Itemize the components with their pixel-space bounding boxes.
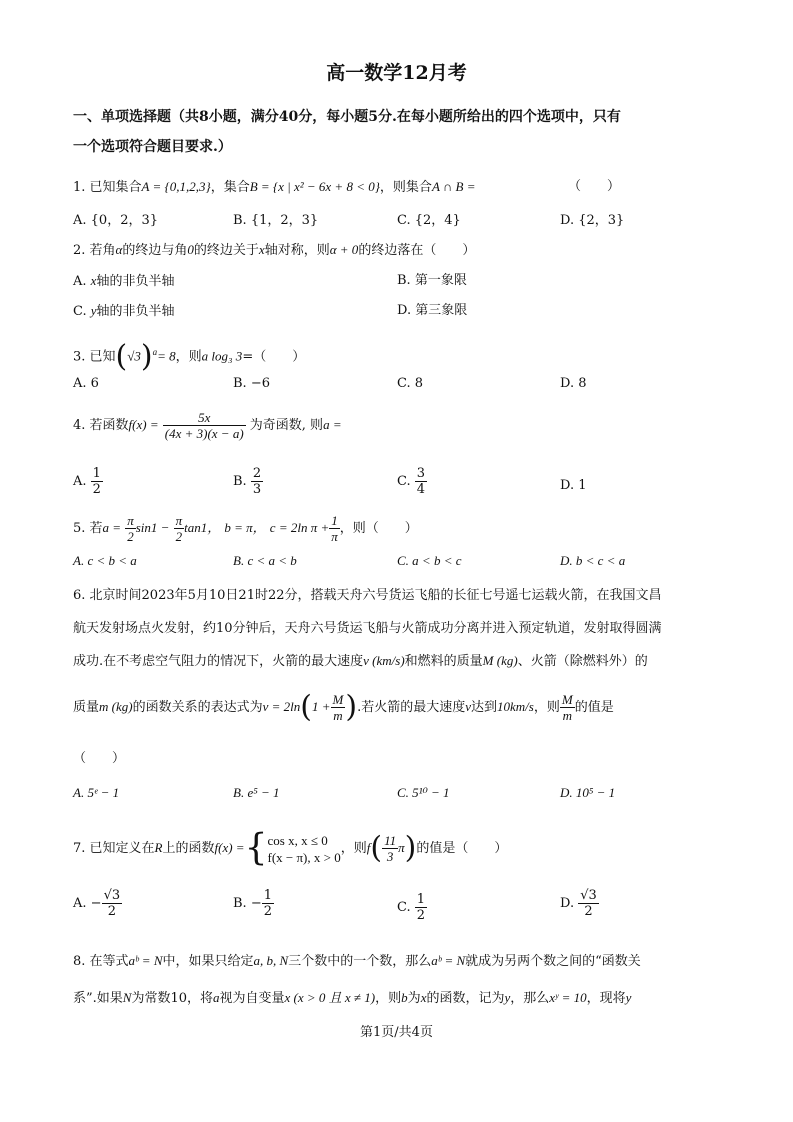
question-1 — [73, 178, 476, 197]
q5-option-c: C. a < b < c — [397, 553, 462, 568]
q2-option-d: D. 第三象限 — [397, 303, 468, 318]
q1-prefix: 1. 已知集合 — [73, 180, 142, 195]
q6-option-d: D. 10⁵ − 1 — [560, 785, 616, 800]
q2-post: 的终边落在（ ） — [358, 243, 476, 258]
q6-line4: 质量m (kg)的函数关系的表达式为v = 2ln(1 + $\frac{M}{m}$ ).若火箭的最大速度v达到10km/s，则 $\frac{M}{m}$ 的值是 — [73, 689, 614, 725]
q6-option-c: C. 5¹⁰ − 1 — [397, 785, 450, 800]
q2-x: x — [258, 242, 265, 257]
q4-fraction: $\frac{5x}{(4x + 3)(x - a)}$ — [164, 410, 244, 441]
question-7: 7. 已知定义在R上的函数f(x) ={ cos x, x ≤ 0 f(x − π), x > 0 ，则f( $\frac{11}{3}$ π)的值是（ ） — [73, 827, 508, 869]
q5-sin: sin1 − — [135, 520, 170, 535]
q4-option-d: D. 1 — [560, 478, 587, 493]
q7-option-d: D. $\frac{√3}{2}$ — [560, 888, 597, 919]
q3-post: =（ ） — [242, 349, 306, 365]
q3-eq: = 8 — [157, 348, 176, 364]
question-2 — [73, 241, 475, 260]
question-4 — [73, 410, 342, 441]
question-3: 3. 已知$(√3)^a= 8$，则a log₃ 3=（ ） — [73, 338, 306, 374]
q5-post: ，则（ ） — [339, 521, 418, 536]
section-heading-line2: 一个选项符合题目要求.） — [73, 139, 232, 155]
q4-a: a = — [323, 417, 342, 432]
q8-line1: 8. 在等式aᵇ = N中，如果只给定a, b, N三个数中的一个数，那么aᵇ = N就成为另两个数之间的“函数关 — [73, 953, 641, 969]
q5-c: c = 2ln π + — [269, 520, 330, 535]
page-footer: 第1页/共4页 — [360, 1025, 433, 1040]
q2-expr: α + 0 — [329, 242, 359, 257]
q1-option-a: A. {0，2，3} — [73, 213, 159, 228]
q1-expr: A ∩ B = — [431, 179, 476, 194]
question-5: 5. 若a = $\frac{\pi}{2}$ sin1 − $\frac{\pi}{2}$ tan1， b = π， c = 2ln π + $\frac{1}{\pi}$ ，则（ ） — [73, 513, 418, 544]
q7-option-b: B. − $\frac{1}{2}$ — [233, 888, 273, 919]
q5-option-a: A. c < b < a — [73, 553, 137, 568]
q3-option-c: C. 8 — [397, 376, 424, 391]
q4-prefix: 4. 若函数 — [73, 418, 129, 433]
q5-b: b = π， — [224, 520, 266, 535]
q1-mid: ，集合 — [210, 180, 250, 195]
q3-expr: a log₃ 3 — [201, 348, 243, 364]
q5-option-b: B. c < a < b — [233, 553, 297, 568]
section-heading-line1: 一、单项选择题（共8小题，满分40分，每小题5分.在每小题所给出的四个选项中，只有 — [73, 109, 621, 125]
q3-option-b: B. −6 — [233, 376, 270, 391]
q4-option-a: A. $\frac{1}{2}$ — [73, 466, 101, 497]
q6-line3: 成功.在不考虑空气阻力的情况下，火箭的最大速度v (km/s)和燃料的质量M (kg)、火箭（除燃料外）的 — [73, 653, 648, 669]
q2-prefix: 2. 若角 — [73, 243, 116, 258]
q2-option-c: C. y轴的非负半轴 — [73, 303, 175, 319]
q3-option-d: D. 8 — [560, 376, 587, 391]
q1-option-d: D. {2，3} — [560, 213, 625, 228]
q1-answer-blank: （ ） — [568, 179, 621, 194]
q2-mid3: 轴对称，则 — [264, 243, 330, 258]
q2-zero: 0 — [187, 242, 194, 257]
q5-prefix: 5. 若 — [73, 521, 103, 536]
q3-exponent: a — [152, 347, 158, 357]
q2-option-a: A. x轴的非负半轴 — [73, 273, 175, 289]
q3-base: √3 — [127, 348, 141, 364]
q3-mid: ，则 — [175, 349, 202, 365]
q4-option-b: B. $\frac{2}{3}$ — [233, 466, 262, 497]
q6-line2: 航天发射场点火发射，约10分钟后，天舟六号货运飞船与火箭成功分离并进入预定轨道，发射取得圆满 — [73, 621, 662, 636]
page-title: 高一数学12月考 — [326, 62, 467, 84]
q5-tan: tan1， — [184, 520, 221, 535]
q6-line1: 6. 北京时间2023年5月10日21时22分，搭载天舟六号货运飞船的长征七号遥七运载火箭，在我国文昌 — [73, 588, 662, 603]
q4-fx: f(x) = — [128, 417, 159, 432]
q2-mid1: 的终边与角 — [122, 243, 188, 258]
q7-option-c: C. $\frac{1}{2}$ — [397, 892, 426, 923]
q1-post: ，则集合 — [379, 180, 432, 195]
q5-option-d: D. b < c < a — [560, 553, 626, 568]
q1-option-b: B. {1，2，3} — [233, 213, 319, 228]
q1-set-b: B = {x | x² − 6x + 8 < 0} — [249, 179, 380, 194]
q1-option-c: C. {2，4} — [397, 213, 461, 228]
q3-option-a: A. 6 — [73, 376, 99, 391]
q7-option-a: A. − $\frac{√3}{2}$ — [73, 888, 121, 919]
q2-alpha: α — [115, 242, 123, 257]
q3-prefix: 3. 已知 — [73, 349, 116, 365]
q6-option-a: A. 5ᵉ − 1 — [73, 785, 120, 800]
q8-line2: 系”.如果N为常数10，将a视为自变量x (x > 0 且 x ≠ 1)，则b为x的函数，记为y，那么xʸ = 10，现将y — [73, 990, 632, 1006]
q6-option-b: B. e⁵ − 1 — [233, 785, 280, 800]
q1-set-a: A = {0,1,2,3} — [141, 179, 211, 194]
q4-option-c: C. $\frac{3}{4}$ — [397, 466, 426, 497]
q2-option-b: B. 第一象限 — [397, 273, 467, 288]
q5-a: a = — [102, 520, 122, 535]
q2-mid2: 的终边关于 — [193, 243, 259, 258]
q4-post: 为奇函数, 则 — [249, 418, 324, 433]
q6-answer-blank: （ ） — [73, 751, 126, 766]
